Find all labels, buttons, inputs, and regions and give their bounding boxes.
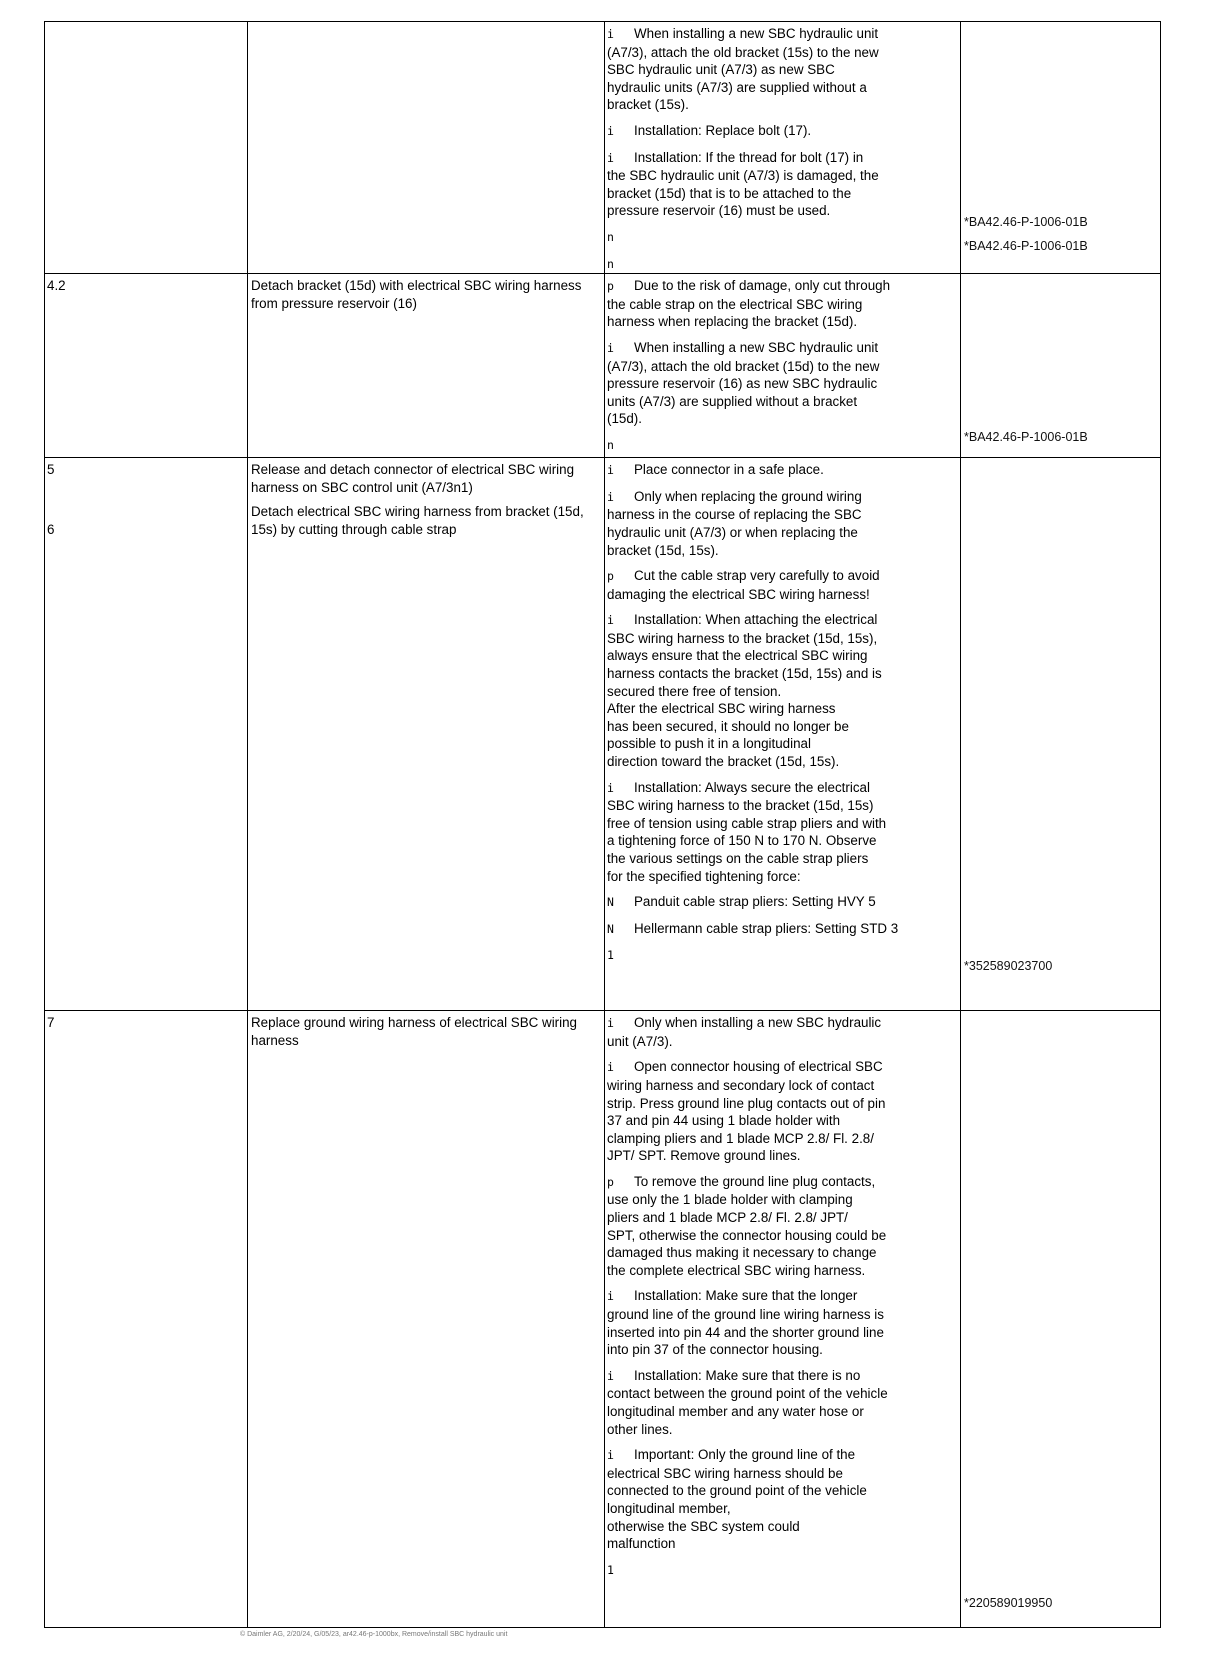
note-item: [607, 149, 958, 220]
note-marker-icon: i: [607, 1448, 614, 1463]
note-text: To remove the ground line plug contacts,: [634, 1173, 876, 1189]
note-text: possible to push it in a longitudinal: [607, 736, 811, 752]
note-text: Due to the risk of damage, only cut through: [634, 278, 891, 294]
note-text: inserted into pin 44 and the shorter ground line: [607, 1324, 884, 1340]
note-item: [607, 1173, 958, 1280]
note-text: the complete electrical SBC wiring harness.: [607, 1262, 866, 1278]
note-text: Panduit cable strap pliers: Setting HVY 5: [634, 894, 876, 910]
reference-link[interactable]: *352589023700: [964, 959, 1053, 974]
note-text: strip. Press ground line plug contacts out of pin: [607, 1095, 886, 1111]
note-text: Only when installing a new SBC hydraulic: [634, 1015, 882, 1031]
note-text: Cut the cable strap very carefully to avoid: [634, 568, 880, 584]
note-text: hydraulic units (A7/3) are supplied without a: [607, 79, 867, 95]
note-text: (A7/3), attach the old bracket (15d) to the new: [607, 358, 880, 374]
note-text: When installing a new SBC hydraulic unit: [634, 26, 879, 41]
step-action: [248, 22, 605, 274]
note-item: [607, 1561, 958, 1580]
step-action: Detach bracket (15d) with electrical SBC wiring harness from pressure reservoir (16): [248, 274, 605, 458]
note-text: electrical SBC wiring harness should be: [607, 1465, 843, 1481]
note-text: has been secured, it should no longer be: [607, 718, 849, 734]
reference-link[interactable]: *220589019950: [964, 1596, 1053, 1611]
manual-page: [44, 21, 1160, 1656]
note-item: [607, 339, 958, 428]
step-number: 7: [45, 1011, 248, 1628]
note-text: for the specified tightening force:: [607, 868, 801, 884]
step-references: [961, 458, 1161, 1011]
note-text: malfunction: [607, 1536, 676, 1552]
note-text: unit (A7/3).: [607, 1033, 673, 1049]
note-text: hydraulic unit (A7/3) or when replacing the: [607, 524, 858, 540]
note-text: the various settings on the cable strap pliers: [607, 851, 869, 866]
note-marker-icon: i: [607, 340, 614, 355]
note-text: units (A7/3) are supplied without a bracket: [607, 393, 858, 409]
note-text: pliers and 1 blade MCP 2.8/ Fl. 2.8/ JPT/: [607, 1210, 848, 1226]
step-notes: [605, 458, 961, 1011]
note-marker-icon: 1: [607, 1562, 614, 1577]
note-text: Installation: Make sure that the longer: [634, 1288, 858, 1304]
note-marker-icon: i: [607, 1289, 614, 1304]
note-text: (A7/3), attach the old bracket (15s) to the new: [607, 44, 879, 60]
step-references: [961, 22, 1161, 274]
step-number-5: 5: [47, 462, 55, 478]
note-marker-icon: i: [607, 613, 614, 628]
note-text: direction toward the bracket (15d, 15s).: [607, 754, 840, 770]
note-text: into pin 37 of the connector housing.: [607, 1342, 823, 1358]
note-text: free of tension using cable strap pliers and with: [607, 815, 887, 831]
note-text: After the electrical SBC wiring harness: [607, 701, 836, 717]
note-item: [607, 1446, 958, 1553]
note-text: longitudinal member,: [607, 1500, 731, 1516]
note-text: SBC hydraulic unit (A7/3) as new SBC: [607, 62, 835, 78]
note-item: [607, 1014, 958, 1050]
note-text: contact between the ground point of the vehicle: [607, 1386, 888, 1402]
note-text: Installation: If the thread for bolt (17) in: [634, 149, 864, 165]
note-marker-icon: N: [607, 895, 614, 910]
note-text: Open connector housing of electrical SBC: [634, 1059, 883, 1075]
note-text: When installing a new SBC hydraulic unit: [634, 339, 879, 355]
note-item: [607, 893, 958, 912]
table-row: [45, 22, 1161, 274]
note-text: clamping pliers and 1 blade MCP 2.8/ Fl. 2.8/: [607, 1130, 874, 1146]
note-marker-icon: i: [607, 1368, 614, 1383]
note-text: damaging the electrical SBC wiring harness!: [607, 586, 870, 602]
note-text: connected to the ground point of the vehicle: [607, 1483, 867, 1499]
step-number: [45, 458, 248, 1011]
procedure-table: [44, 21, 1161, 1628]
note-text: SBC wiring harness to the bracket (15d, 15s): [607, 798, 874, 814]
note-text: a tightening force of 150 N to 170 N. Observe: [607, 833, 877, 849]
note-item: [607, 920, 958, 939]
note-item: [607, 122, 958, 141]
note-marker-icon: n: [607, 229, 614, 244]
step-action-5: Release and detach connector of electrical SBC wiring harness on SBC control unit (A7/3n1): [251, 462, 575, 495]
step-action: Replace ground wiring harness of electrical SBC wiring harness: [248, 1011, 605, 1628]
step-notes: [605, 22, 961, 274]
note-text: the cable strap on the electrical SBC wiring: [607, 296, 863, 312]
note-item: [607, 611, 958, 770]
note-text: pressure reservoir (16) must be used.: [607, 203, 831, 219]
note-item: [607, 461, 958, 480]
note-text: harness in the course of replacing the SBC: [607, 507, 862, 523]
note-text: 37 and pin 44 using 1 blade holder with: [607, 1113, 841, 1129]
note-text: bracket (15s).: [607, 97, 689, 113]
step-references: [961, 274, 1161, 458]
note-marker-icon: i: [607, 780, 614, 795]
page-footer: © Daimler AG, 2/20/24, G/05/23, ar42.46-p-1000bx, Remove/install SBC hydraulic unit: [240, 1631, 508, 1638]
step-notes: [605, 1011, 961, 1628]
note-text: always ensure that the electrical SBC wiring: [607, 648, 868, 664]
note-item: [607, 946, 958, 965]
note-text: JPT/ SPT. Remove ground lines.: [607, 1148, 801, 1164]
note-marker-icon: p: [607, 279, 614, 294]
note-marker-icon: i: [607, 489, 614, 504]
step-action: [248, 458, 605, 1011]
table-row: [45, 1011, 1161, 1628]
step-number: 4.2: [45, 274, 248, 458]
step-number-6: 6: [47, 521, 55, 537]
note-text: Only when replacing the ground wiring: [634, 488, 862, 504]
note-text: otherwise the SBC system could: [607, 1518, 800, 1534]
note-text: Installation: Always secure the electrical: [634, 779, 870, 795]
note-text: bracket (15d, 15s).: [607, 542, 719, 558]
note-text: Important: Only the ground line of the: [634, 1447, 856, 1463]
note-marker-icon: p: [607, 569, 614, 584]
note-text: SPT, otherwise the connector housing could be: [607, 1227, 887, 1243]
note-marker-icon: n: [607, 437, 614, 452]
note-item: [607, 228, 958, 247]
note-text: Place connector in a safe place.: [634, 462, 824, 478]
note-text: damaged thus making it necessary to change: [607, 1245, 877, 1261]
note-text: secured there free of tension.: [607, 683, 782, 699]
reference-link[interactable]: *BA42.46-P-1006-01B: [964, 430, 1088, 445]
reference-link[interactable]: *BA42.46-P-1006-01B: [964, 239, 1088, 253]
note-marker-icon: n: [607, 256, 614, 271]
note-text: Installation: Replace bolt (17).: [634, 122, 812, 138]
note-marker-icon: i: [607, 150, 614, 165]
note-text: Installation: When attaching the electrical: [634, 612, 878, 628]
note-text: harness when replacing the bracket (15d).: [607, 314, 858, 330]
note-marker-icon: i: [607, 463, 614, 478]
note-item: [607, 567, 958, 603]
note-marker-icon: i: [607, 1060, 614, 1075]
reference-link[interactable]: *BA42.46-P-1006-01B: [964, 215, 1088, 229]
note-text: (15d).: [607, 411, 642, 427]
note-item: [607, 25, 958, 114]
note-marker-icon: N: [607, 921, 614, 936]
step-notes: [605, 274, 961, 458]
note-text: use only the 1 blade holder with clamping: [607, 1192, 853, 1208]
note-marker-icon: i: [607, 123, 614, 138]
note-item: [607, 488, 958, 559]
note-text: Hellermann cable strap pliers: Setting STD 3: [634, 920, 899, 936]
note-marker-icon: 1: [607, 948, 614, 963]
step-action-6: Detach electrical SBC wiring harness from bracket (15d, 15s) by cutting through cable strap: [251, 504, 584, 537]
note-marker-icon: i: [607, 27, 614, 41]
note-text: the SBC hydraulic unit (A7/3) is damaged, the: [607, 168, 879, 184]
note-text: bracket (15d) that is to be attached to the: [607, 185, 852, 201]
note-item: [607, 436, 958, 455]
note-item: [607, 1058, 958, 1165]
note-text: wiring harness and secondary lock of contact: [607, 1077, 875, 1093]
note-text: harness contacts the bracket (15d, 15s) and is: [607, 666, 882, 682]
note-text: ground line of the ground line wiring harness is: [607, 1307, 884, 1323]
note-marker-icon: p: [607, 1174, 614, 1189]
table-row: [45, 458, 1161, 1011]
note-text: other lines.: [607, 1421, 673, 1437]
note-text: longitudinal member and any water hose or: [607, 1404, 864, 1419]
note-text: SBC wiring harness to the bracket (15d, 15s),: [607, 630, 878, 646]
step-references: [961, 1011, 1161, 1628]
note-text: Installation: Make sure that there is no: [634, 1367, 861, 1383]
note-item: [607, 277, 958, 331]
note-item: [607, 779, 958, 886]
note-marker-icon: i: [607, 1016, 614, 1031]
table-row: [45, 274, 1161, 458]
step-number: [45, 22, 248, 274]
note-item: [607, 255, 958, 274]
note-text: pressure reservoir (16) as new SBC hydraulic: [607, 376, 878, 392]
note-item: [607, 1367, 958, 1438]
note-item: [607, 1287, 958, 1358]
